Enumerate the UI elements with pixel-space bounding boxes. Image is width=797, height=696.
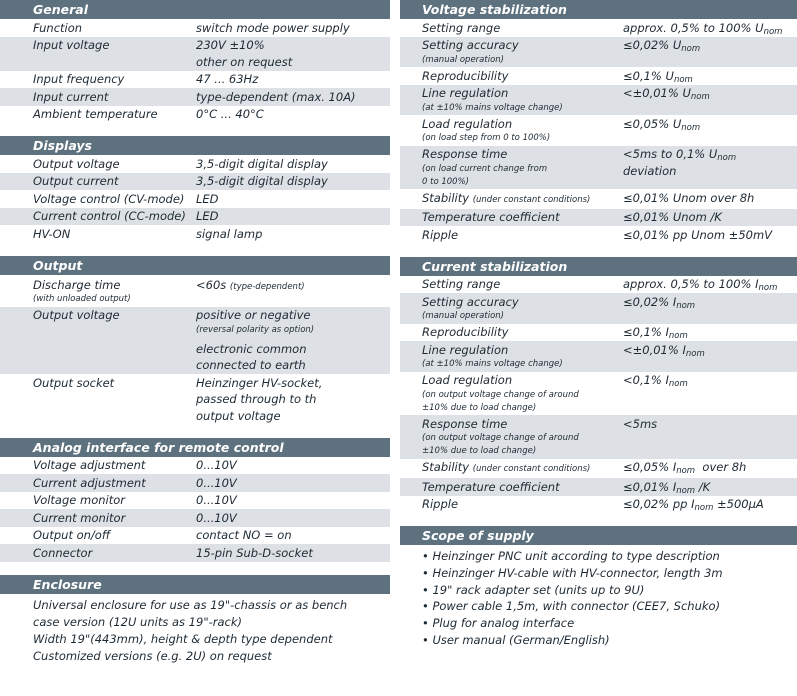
enclosure-section — [0, 575, 390, 665]
spec-value-line: deviation — [623, 163, 677, 178]
current-stabilization-header: Current stabilization — [400, 257, 797, 276]
spec-value — [196, 277, 390, 307]
spec-label: Setting range — [422, 277, 501, 291]
enclosure-line: Universal enclosure for use as 19"-chassis or as bench — [33, 597, 348, 612]
spec-value — [623, 37, 797, 67]
analog-header: Analog interface for remote control — [0, 438, 390, 457]
spec-label: Reproducibility — [422, 68, 509, 83]
spec-value-text: <0,1% I — [623, 373, 669, 387]
spec-value: signal lamp — [196, 226, 263, 241]
spec-value-text: ≤0,1% I — [623, 325, 669, 339]
voltage-stabilization-section — [400, 0, 797, 244]
spec-label: Voltage monitor — [33, 493, 126, 507]
spec-label-text: Setting accuracy — [422, 294, 519, 309]
output-header: Output — [0, 256, 390, 275]
spec-label: Temperature coefficient — [422, 479, 560, 494]
spec-row — [0, 374, 390, 425]
spec-value: switch mode power supply — [196, 20, 350, 35]
spec-value — [623, 342, 797, 372]
spec-label: Ripple — [422, 227, 459, 242]
spec-label-text: Load regulation — [422, 116, 513, 131]
list-item: • User manual (German/English) — [422, 632, 797, 649]
list-item: • Heinzinger HV-cable with HV-connector, length 3m — [422, 565, 797, 582]
spec-label-note: (on load step from 0 to 100%) — [422, 133, 551, 143]
spec-value-line: output voltage — [196, 408, 281, 423]
spec-label-text: Setting accuracy — [422, 38, 519, 52]
spec-row — [0, 19, 390, 37]
voltage-stabilization-header: Voltage stabilization — [400, 0, 797, 19]
spec-label: Output socket — [33, 375, 115, 390]
spec-value: <5ms — [623, 416, 658, 431]
spec-value-line: positive or negative — [196, 308, 311, 322]
spec-value-line — [623, 146, 797, 163]
subscript: nom — [676, 300, 696, 311]
spec-label-note: (on output voltage change of around — [422, 433, 579, 443]
spec-row — [0, 173, 390, 191]
spec-label — [0, 277, 196, 307]
spec-value-line: passed through to th — [196, 392, 317, 406]
spec-label: Voltage control (CV-mode) — [33, 191, 185, 206]
spec-label-note: ±10% due to load change) — [422, 446, 537, 456]
spec-row — [400, 19, 797, 37]
spec-label: Function — [33, 20, 83, 35]
spec-value — [196, 37, 390, 70]
spec-value: 0...10V — [196, 493, 237, 507]
spec-value-text: <±0,01% I — [623, 342, 686, 357]
enclosure-line: case version (12U units as 19"-rack) — [33, 614, 242, 629]
spec-label-text: Response time — [422, 416, 508, 431]
spec-value-text: ≤0,1% U — [623, 68, 674, 83]
spec-value: 0...10V — [196, 458, 237, 472]
spec-value-line: connected to earth — [196, 358, 306, 372]
spec-row — [400, 478, 797, 496]
spec-label — [400, 459, 623, 478]
spec-row — [0, 71, 390, 89]
spec-label-text: Response time — [422, 147, 508, 161]
spec-label — [400, 146, 623, 189]
spec-value — [623, 146, 797, 189]
subscript: nom — [668, 379, 688, 389]
spec-value-text: <±0,01% U — [623, 86, 691, 100]
spec-value-text: ≤0,05% I — [623, 460, 677, 474]
spec-row — [400, 415, 797, 459]
spec-label-text: Discharge time — [33, 277, 121, 292]
spec-value-line: Heinzinger HV-socket, — [196, 375, 323, 390]
spec-value: ≤0,01% Unom /K — [623, 210, 722, 224]
spec-label-text: Stability — [422, 460, 470, 474]
spec-label — [400, 372, 623, 415]
spec-value: ≤0,01% Unom over 8h — [623, 190, 755, 205]
spec-row — [400, 341, 797, 372]
spec-label — [400, 116, 623, 146]
spec-label: Ripple — [422, 497, 459, 511]
subscript: nom — [676, 466, 696, 476]
spec-label: HV-ON — [33, 226, 71, 241]
scope-of-supply-header: Scope of supply — [400, 526, 797, 545]
spec-label: Temperature coefficient — [422, 210, 560, 224]
list-item: • Power cable 1,5m, with connector (CEE7, Schuko) — [422, 598, 797, 615]
spec-label: Connector — [33, 545, 93, 560]
enclosure-line: Customized versions (e.g. 2U) on request — [33, 648, 272, 663]
spec-row — [400, 85, 797, 116]
spec-value: 47 ... 63Hz — [196, 72, 259, 86]
spec-value: 3,5-digit digital display — [196, 174, 328, 188]
subscript: nom — [685, 348, 705, 359]
spec-value: type-dependent (max. 10A) — [196, 89, 356, 104]
spec-value-note: (type-dependent) — [229, 281, 305, 292]
spec-value-text: ≤0,05% U — [623, 116, 682, 131]
spec-value-text: ≤0,02% pp I — [623, 497, 695, 511]
spec-value: 15-pin Sub-D-socket — [196, 545, 313, 560]
spec-value-tail: ±500µA — [713, 497, 764, 511]
spec-value — [196, 375, 390, 425]
spec-row — [0, 457, 390, 475]
spec-value-line: electronic common — [196, 341, 307, 356]
displays-header: Displays — [0, 136, 390, 155]
spec-label — [400, 37, 623, 67]
spec-row — [400, 146, 797, 190]
spec-label-note: ±10% due to load change) — [422, 402, 537, 413]
spec-value — [623, 479, 797, 496]
spec-value-text: approx. 0,5% to 100% I — [623, 277, 759, 291]
spec-label-note: (under constant conditions) — [472, 194, 591, 205]
spec-value-text: ≤0,01% I — [623, 479, 677, 494]
spec-row — [400, 372, 797, 416]
spec-value-tail: /K — [695, 479, 711, 494]
spec-label: Output on/off — [33, 528, 111, 542]
spec-label: Current adjustment — [33, 475, 146, 490]
spec-value: 3,5-digit digital display — [196, 156, 328, 171]
spec-label-text: Stability — [422, 190, 470, 205]
spec-row — [0, 307, 390, 375]
spec-row — [400, 209, 797, 227]
spec-row — [400, 67, 797, 85]
spec-label-note: (at ±10% mains voltage change) — [422, 359, 563, 369]
spec-value — [623, 496, 797, 513]
general-header: General — [0, 0, 390, 19]
spec-row — [0, 106, 390, 124]
spec-row — [400, 324, 797, 342]
scope-of-supply-section — [400, 526, 797, 649]
spec-value — [623, 372, 797, 415]
spec-label-text: Load regulation — [422, 373, 513, 387]
output-section — [0, 256, 390, 425]
subscript: nom — [676, 485, 696, 496]
spec-row — [400, 115, 797, 146]
spec-value: 0...10V — [196, 475, 237, 490]
spec-label: Voltage adjustment — [33, 458, 146, 472]
spec-value-text: ≤0,02% U — [623, 38, 682, 52]
spec-label-note: (under constant conditions) — [472, 464, 591, 474]
spec-label: Output current — [33, 174, 119, 188]
current-stabilization-section — [400, 257, 797, 514]
spec-row — [400, 276, 797, 294]
spec-label-note: (manual operation) — [422, 311, 504, 321]
spec-label — [400, 294, 623, 324]
subscript: nom — [763, 26, 783, 37]
spec-value — [623, 68, 797, 85]
enclosure-text — [0, 594, 390, 665]
right-column — [400, 0, 797, 662]
spec-value — [623, 324, 797, 341]
spec-label — [400, 85, 623, 115]
subscript: nom — [690, 92, 710, 102]
spec-row — [0, 155, 390, 173]
spec-label: Output voltage — [33, 156, 120, 171]
spec-value — [196, 307, 390, 374]
spec-label-note: 0 to 100%) — [422, 176, 469, 187]
spec-row — [400, 496, 797, 514]
spec-value — [623, 85, 797, 115]
spec-label-text: Line regulation — [422, 86, 509, 100]
spec-row — [0, 88, 390, 106]
spec-value-tail: over 8h — [695, 460, 747, 474]
spec-value: 0...10V — [196, 510, 237, 525]
spec-label: Reproducibility — [422, 325, 509, 339]
list-item: • Heinzinger PNC unit according to type description — [422, 548, 797, 565]
spec-row — [0, 509, 390, 527]
spec-value: LED — [196, 209, 219, 223]
spec-value — [623, 116, 797, 146]
spec-label — [400, 416, 623, 459]
spec-label-text: Line regulation — [422, 342, 509, 357]
subscript: nom — [681, 44, 701, 54]
spec-label — [400, 342, 623, 372]
spec-row — [0, 474, 390, 492]
spec-label: Output voltage — [33, 308, 120, 322]
spec-value — [623, 276, 797, 293]
spec-row — [0, 544, 390, 562]
spec-label: Setting range — [422, 20, 501, 35]
spec-label — [400, 190, 623, 209]
spec-label: Input frequency — [33, 72, 125, 86]
subscript: nom — [717, 153, 737, 163]
spec-value-note: (reversal polarity as option) — [196, 324, 315, 335]
spec-value-text: <60s — [196, 277, 227, 292]
spec-label: Input voltage — [33, 38, 110, 52]
scope-list — [400, 545, 797, 649]
spec-value-text: <5ms to 0,1% U — [623, 147, 718, 161]
spec-label-note: (on load current change from — [422, 163, 548, 174]
spec-value — [623, 20, 797, 37]
spec-row — [0, 527, 390, 545]
spec-row — [0, 492, 390, 510]
spec-value-text: ≤0,02% I — [623, 294, 677, 309]
spec-label: Current monitor — [33, 510, 126, 525]
spec-value-text: approx. 0,5% to 100% U — [623, 20, 764, 35]
spec-row — [0, 225, 390, 243]
spec-row — [400, 226, 797, 244]
spec-value: LED — [196, 191, 219, 206]
list-item: • Plug for analog interface — [422, 615, 797, 632]
spec-label-note: (on output voltage change of around — [422, 389, 579, 400]
subscript: nom — [668, 331, 688, 341]
enclosure-line: Width 19"(443mm), height & depth type dependent — [33, 631, 333, 646]
spec-value: ≤0,01% pp Unom ±50mV — [623, 227, 773, 242]
spec-value: 0°C ... 40°C — [196, 107, 264, 121]
spec-label-note: (with unloaded output) — [33, 294, 131, 304]
spec-value: contact NO = on — [196, 528, 292, 542]
spec-value-line: 230V ±10% — [196, 38, 265, 52]
spec-row — [0, 190, 390, 208]
spec-row — [0, 275, 390, 307]
general-section — [0, 0, 390, 123]
spec-label: Current control (CC-mode) — [33, 209, 186, 223]
spec-value — [623, 294, 797, 324]
subscript: nom — [758, 283, 778, 293]
spec-value — [623, 459, 797, 478]
enclosure-header: Enclosure — [0, 575, 390, 594]
subscript: nom — [694, 503, 714, 513]
spec-row — [0, 208, 390, 226]
spec-label-note: (at ±10% mains voltage change) — [422, 102, 563, 113]
spec-row — [400, 37, 797, 68]
spec-row — [400, 459, 797, 479]
spec-label: Ambient temperature — [33, 107, 158, 121]
spec-row — [0, 37, 390, 71]
displays-section — [0, 136, 390, 243]
spec-label-note: (manual operation) — [422, 54, 504, 65]
spec-row — [400, 189, 797, 209]
subscript: nom — [681, 122, 701, 133]
subscript: nom — [673, 74, 693, 85]
left-column — [0, 0, 390, 678]
spec-label: Input current — [33, 89, 109, 104]
analog-section — [0, 438, 390, 562]
list-item: • 19" rack adapter set (units up to 9U) — [422, 582, 797, 599]
spec-value-line: other on request — [196, 54, 293, 69]
spec-row — [400, 293, 797, 324]
